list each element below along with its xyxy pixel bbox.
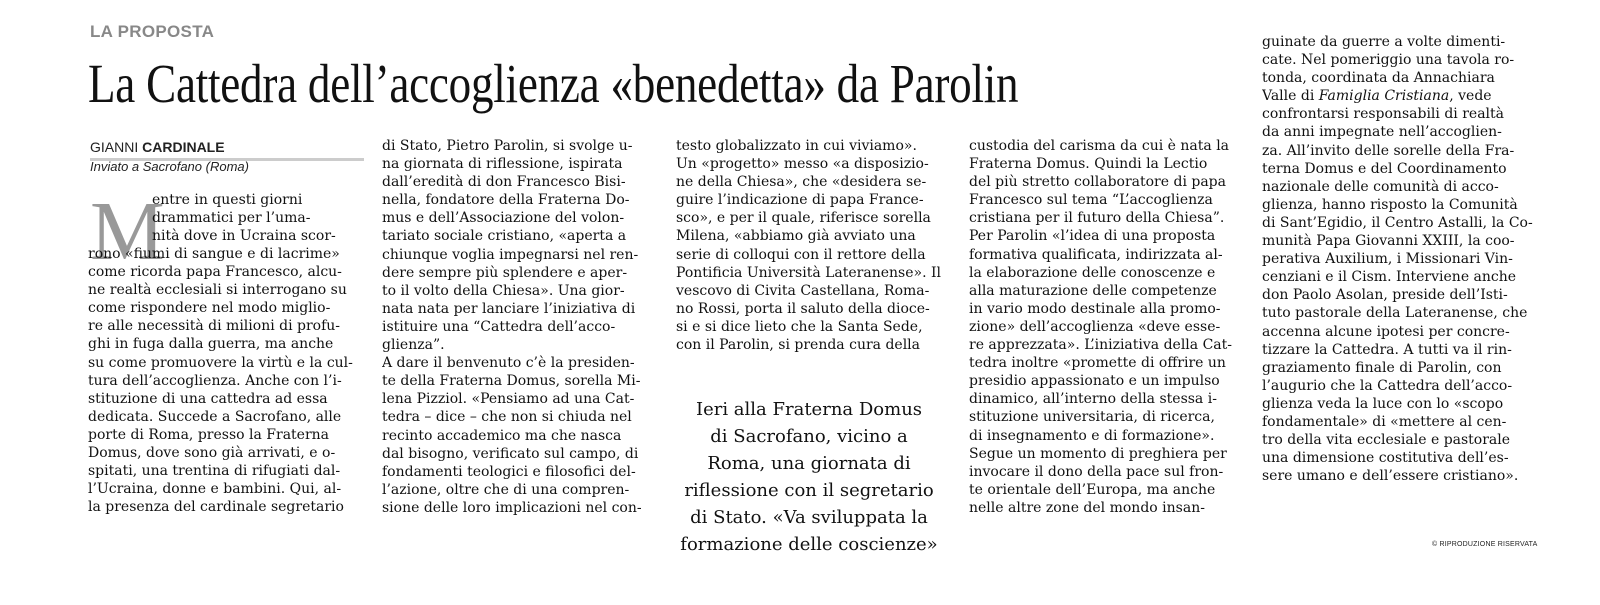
article-line: vescovo di Civita Castellana, Roma- — [676, 282, 930, 299]
article-line: Segue un momento di preghiera per — [969, 445, 1227, 462]
byline-location: Inviato a Sacrofano (Roma) — [90, 159, 249, 174]
article-line: dall’eredità di don Francesco Bisi- — [382, 174, 626, 191]
article-line: di Sant’Egidio, il Centro Astalli, la Co- — [1262, 214, 1533, 231]
article-line: nità dove in Ucraina scor- — [152, 228, 336, 245]
article-line: alla maturazione delle competenze — [969, 282, 1217, 299]
column-1-cap-lines — [152, 191, 336, 245]
copyright-notice: © RIPRODUZIONE RISERVATA — [1432, 541, 1538, 548]
article-line: invocare il dono della pace sul fron- — [969, 463, 1224, 480]
article-line: testo globalizzato in cui viviamo». — [676, 138, 917, 154]
article-line: nazionale delle comunità di acco- — [1262, 178, 1499, 195]
article-line: con il Parolin, si prenda cura della — [676, 337, 920, 354]
article-line: entre in questi giorni — [152, 192, 303, 208]
article-line: guinate da guerre a volte dimenti- — [1262, 34, 1506, 50]
article-line: Per Parolin «l’idea di una proposta — [969, 228, 1216, 245]
article-line: don Paolo Asolan, preside dell’Isti- — [1262, 287, 1508, 304]
article-line: porte di Roma, presso la Fraterna — [88, 426, 330, 443]
article-line: terna Domus e del Coordinamento — [1262, 160, 1507, 177]
article-line: fondamentale» di «mettere al cen- — [1262, 413, 1507, 430]
article-line: Domus, dove sono già arrivati, e o- — [88, 445, 336, 462]
article-line: za. All’invito delle sorelle della Fra- — [1262, 142, 1515, 159]
article-headline: La Cattedra dell’accoglienza «benedetta» da Parolin — [88, 53, 1019, 114]
column-1 — [88, 245, 353, 516]
column-2 — [382, 137, 642, 517]
article-line: la elaborazione delle conoscenze e — [969, 264, 1216, 281]
article-line: dal bisogno, verificato sul campo, di — [382, 445, 639, 462]
article-line: te orientale dell’Europa, ma anche — [969, 481, 1216, 498]
article-line: tuto pastorale della Lateranense, che — [1262, 305, 1528, 322]
article-line: serie di colloqui con il rettore della — [676, 246, 926, 263]
article-line: recinto accademico ma che nasca — [382, 427, 622, 444]
article-line: drammatici per l’uma- — [152, 210, 311, 227]
article-line: tro della vita ecclesiale e pastorale — [1262, 432, 1511, 449]
article-line: glienza veda la luce con lo «scopo — [1262, 395, 1504, 412]
article-line: presidio appassionato e un impulso — [969, 373, 1220, 390]
article-line: cate. Nel pomeriggio una tavola ro- — [1262, 52, 1515, 69]
article-line: tonda, coordinata da Annachiara — [1262, 70, 1495, 87]
article-line: formativa qualificata, indirizzata al- — [969, 246, 1223, 263]
article-line: cenziani e il Cism. Interviene anche — [1262, 269, 1517, 286]
article-line: re alle necessità di milioni di profu- — [88, 318, 341, 335]
article-line: si e si dice lieto che la Santa Sede, — [676, 318, 923, 335]
publication-name: Famiglia Cristiana — [1318, 88, 1450, 105]
article-line: come ricorda papa Francesco, alcu- — [88, 264, 342, 281]
article-line: ne realtà ecclesiali si interrogano su — [88, 282, 347, 299]
article-line: su come promuovere la virtù e la cul- — [88, 354, 353, 371]
article-line: Roma, una giornata di — [707, 453, 911, 474]
pull-quote — [676, 396, 942, 558]
article-line: in vario modo destinale alla promo- — [969, 300, 1221, 317]
article-line: una dimensione costitutiva dell’es- — [1262, 450, 1509, 467]
article-line: tura dell’accoglienza. Anche con l’i- — [88, 372, 342, 389]
article-line: perativa Auxilium, i Missionari Vin- — [1262, 251, 1513, 268]
article-line: guire l’indicazione di papa France- — [676, 192, 924, 209]
article-line: sco», e per il quale, riferisce sorella — [676, 210, 931, 227]
article-line: ne della Chiesa», che «desidera se- — [676, 174, 927, 191]
article-line: Fraterna Domus. Quindi la Lectio — [969, 156, 1208, 173]
article-line: tariato sociale cristiano, «aperta a — [382, 228, 627, 245]
article-line: nata nata per lanciare l’iniziativa di — [382, 300, 636, 317]
article-line: spitati, una trentina di rifugiati dal- — [88, 463, 341, 480]
article-line: cristiana per il futuro della Chiesa”. — [969, 210, 1225, 227]
article-line: di Sacrofano, vicino a — [710, 426, 908, 447]
article-line: re apprezzata». L’iniziativa della Cat- — [969, 337, 1232, 354]
author-last-name: CARDINALE — [142, 139, 225, 155]
article-line: A dare il benvenuto c’è la presiden- — [382, 355, 635, 372]
article-line: l’Ucraina, donne e bambini. Qui, al- — [88, 481, 342, 498]
article-line: Milena, «abbiamo già avviato una — [676, 228, 916, 245]
drop-cap: M — [90, 185, 165, 278]
article-line: to il volto della Chiesa». Una gior- — [382, 282, 625, 299]
article-line: Francesco sul tema “L’accoglienza — [969, 192, 1213, 209]
article-line: na giornata di riflessione, ispirata — [382, 156, 623, 173]
article-line: custodia del carisma da cui è nata la — [969, 138, 1230, 154]
article-line: nelle altre zone del mondo insan- — [969, 499, 1205, 516]
author-first-name: GIANNI — [90, 139, 139, 155]
article-line: mus e dell’Associazione del volon- — [382, 210, 625, 227]
article-line: chiunque voglia impegnarsi nel ren- — [382, 246, 639, 263]
article-line: rono «fiumi di sangue e di lacrime» — [88, 246, 340, 262]
article-line: istituire una “Cattedra dell’acco- — [382, 318, 616, 335]
article-line: dedicata. Succede a Sacrofano, alle — [88, 408, 342, 425]
article-line: la presenza del cardinale segretario — [88, 499, 344, 516]
article-line: lena Pizziol. «Pensiamo ad una Cat- — [382, 391, 635, 408]
column-5 — [1262, 33, 1533, 485]
article-line: di Stato. «Va sviluppata la — [690, 507, 928, 528]
article-line: accenna alcune ipotesi per concre- — [1262, 323, 1510, 340]
article-line: stituzione di una cattedra ad essa — [88, 390, 328, 407]
article-line: stituzione universitaria, di ricerca, — [969, 409, 1215, 426]
article-line: munità Papa Giovanni XXIII, la coo- — [1262, 233, 1515, 250]
article-line: del più stretto collaboratore di papa — [969, 174, 1226, 191]
column-3 — [676, 137, 941, 354]
article-line: Pontificia Università Lateranense». Il — [676, 264, 941, 281]
article-line: te della Fraterna Domus, sorella Mi- — [382, 373, 641, 390]
article-line: Ieri alla Fraterna Domus — [695, 399, 923, 420]
article-line: nella, fondatore della Fraterna Do- — [382, 192, 630, 209]
article-line: Un «progetto» messo «a disposizio- — [676, 156, 929, 173]
article-line: di insegnamento e di formazione». — [969, 427, 1215, 444]
article-line: come rispondere nel modo miglio- — [88, 300, 331, 317]
article-line: zione» dell’accoglienza «deve esse- — [969, 318, 1221, 335]
article-line: glienza”. — [382, 337, 445, 354]
byline-author — [90, 138, 364, 156]
column-4 — [969, 137, 1232, 517]
article-line: l’azione, oltre che di una compren- — [382, 481, 630, 498]
byline — [90, 138, 364, 174]
article-line: tizzare la Cattedra. A tutti va il rin- — [1262, 341, 1512, 358]
article-line: sione delle loro implicazioni nel con- — [382, 499, 642, 516]
column-5-rest — [1262, 105, 1533, 485]
section-kicker: LA PROPOSTA — [90, 22, 215, 41]
article-line: da anni impegnate nell’accoglien- — [1262, 124, 1502, 141]
article-line: dinamico, all’interno della stessa i- — [969, 391, 1217, 408]
article-line: l’augurio che la Cattedra dell’acco- — [1262, 377, 1513, 394]
article-line — [1262, 87, 1533, 105]
article-line: fondamenti teologici e filosofici del- — [382, 463, 636, 480]
line-text: , vede — [1449, 88, 1492, 105]
article-line: sere umano e dell’essere cristiano». — [1262, 468, 1519, 485]
article-line: riflessione con il segretario — [684, 480, 934, 501]
article-line: di Stato, Pietro Parolin, si svolge u- — [382, 138, 633, 154]
article-line: confrontarsi responsabili di realtà — [1262, 106, 1504, 123]
article-line: formazione delle coscienze» — [680, 534, 938, 555]
article-line: tedra – dice – che non si chiuda nel — [382, 409, 632, 426]
article-line: ghi in fuga dalla guerra, ma anche — [88, 336, 334, 353]
article-line: no Rossi, porta il saluto della dioce- — [676, 300, 930, 317]
article-line: graziamento finale di Parolin, con — [1262, 359, 1502, 376]
line-text: Valle di — [1262, 88, 1319, 105]
article-line: dere sempre più splendere e aper- — [382, 264, 628, 281]
article-line: glienza, hanno risposto la Comunità — [1262, 196, 1518, 213]
article-line: tedra inoltre «promette di offrire un — [969, 355, 1226, 372]
